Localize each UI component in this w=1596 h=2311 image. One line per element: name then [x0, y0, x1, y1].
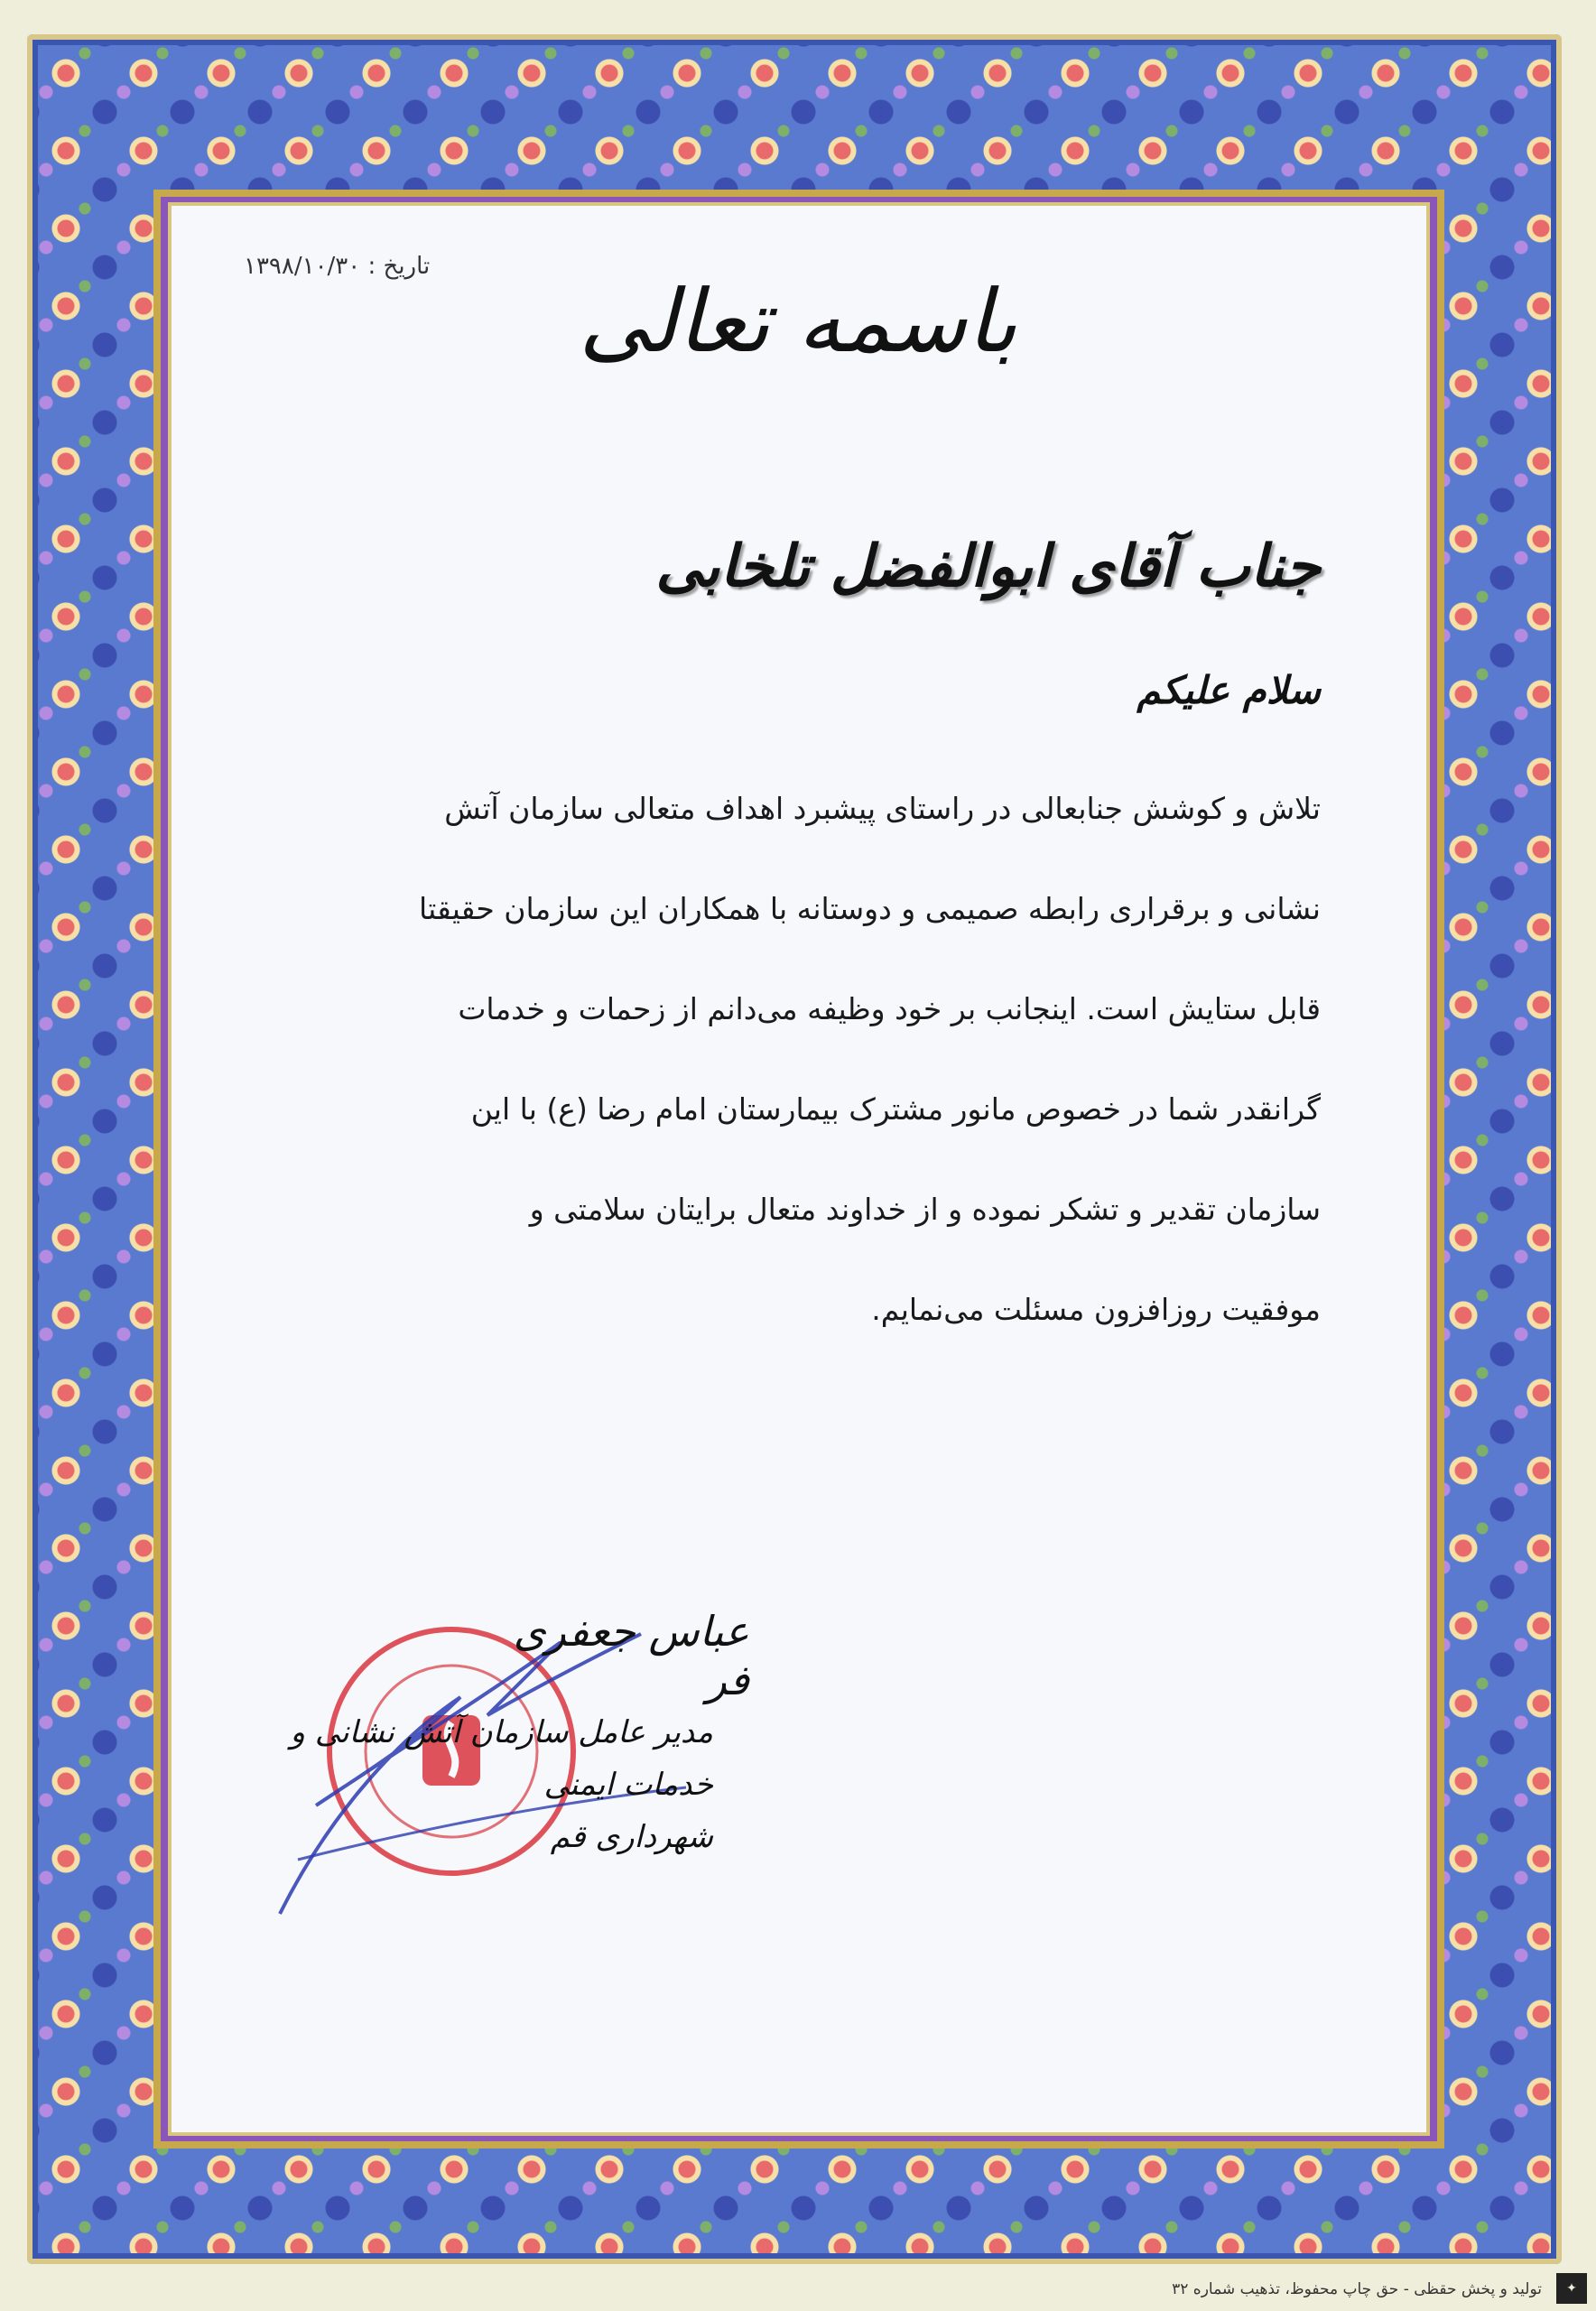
basmala-heading: باسمه تعالی: [579, 271, 1017, 372]
body-line: سازمان تقدیر و تشکر نموده و از خداوند متعال برایتان سلامتی و: [529, 1192, 1321, 1227]
signatory-organization: شهرداری قم: [550, 1819, 713, 1855]
body-line: قابل ستایش است. اینجانب بر خود وظیفه می‌دانم از زحمات و خدمات: [458, 991, 1321, 1026]
signatory-title: [262, 1706, 713, 1863]
body-line: گرانقدر شما در خصوص مانور مشترک بیمارستان امام رضا (ع) با این: [470, 1091, 1321, 1127]
greeting: سلام علیکم: [1137, 668, 1321, 712]
signatory-position: مدیر عامل سازمان آتش نشانی و خدمات ایمنی: [290, 1714, 713, 1803]
signature-block: [262, 1589, 749, 1932]
footer-note: تولید و پخش حقظی - حق چاپ محفوظ، تذهیب شماره ۳۲: [1172, 2280, 1542, 2298]
publisher-logo-icon: ✦: [1556, 2273, 1587, 2304]
letter-body: [302, 758, 1321, 1360]
body-line: موفقیت روزافزون مسئلت می‌نمایم.: [871, 1292, 1321, 1327]
body-line: نشانی و برقراری رابطه صمیمی و دوستانه با همکاران این سازمان حقیقتا: [419, 891, 1321, 926]
recipient-name: جناب آقای ابوالفضل تلخابی: [655, 533, 1321, 600]
date-line: تاریخ : ۱۳۹۸/۱۰/۳۰: [244, 253, 431, 280]
body-line: تلاش و کوشش جنابعالی در راستای پیشبرد اهداف متعالی سازمان آتش: [444, 791, 1321, 826]
signatory-name: عباس جعفری فر: [513, 1607, 749, 1704]
